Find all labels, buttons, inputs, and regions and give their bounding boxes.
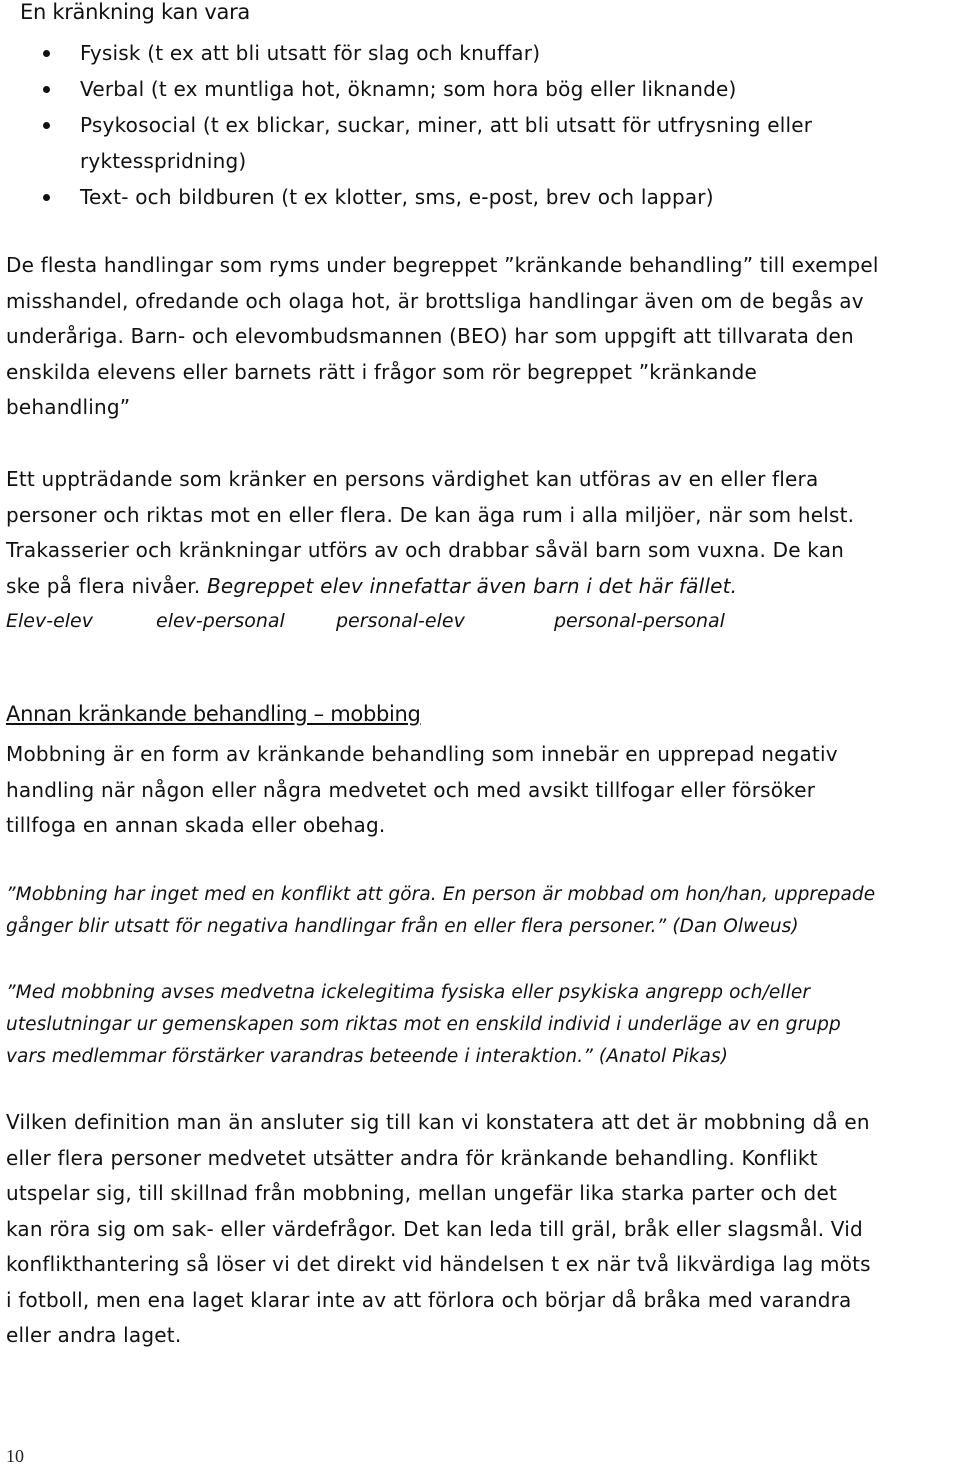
paragraph-brottsliga-handlingar <box>6 248 958 426</box>
paragraph-line: De flesta handlingar som ryms under begreppet ”kränkande behandling” till exempel <box>6 253 879 277</box>
paragraph-line: eller flera personer medvetet utsätter andra för kränkande behandling. Konflikt <box>6 1145 818 1170</box>
bullet-icon <box>43 50 50 57</box>
list-item-text: Text- och bildburen (t ex klotter, sms, e-post, brev och lappar) <box>80 185 714 209</box>
paragraph-line: Trakasserier och kränkningar utförs av och drabbar såväl barn som vuxna. De kan <box>6 538 845 562</box>
elev-definition-note: Begreppet elev innefattar även barn i det här fället. <box>206 573 738 598</box>
paragraph-mobbning-definition <box>6 737 958 844</box>
list-item-text: Fysisk (t ex att bli utsatt för slag och knuffar) <box>80 41 541 65</box>
paragraph-line: kan röra sig om sak- eller värdefrågor. Det kan leda till gräl, bråk eller slagsmål. Vid <box>6 1216 863 1241</box>
paragraph-uppträdande <box>6 462 958 604</box>
paragraph-line: enskilda elevens eller barnets rätt i frågor som rör begreppet ”kränkande <box>6 359 757 384</box>
quote-line: uteslutningar ur gemenskapen som riktas mot en enskild individ i underläge av en grupp <box>6 1014 841 1035</box>
list-item <box>0 179 812 215</box>
paragraph-line: personer och riktas mot en eller flera. De kan äga rum i alla miljöer, när som helst. <box>6 502 855 527</box>
paragraph-text: ske på flera nivåer. <box>6 573 201 598</box>
paragraph-line: i fotboll, men ena laget klarar inte av att förlora och börjar då bråka med varandra <box>6 1287 852 1312</box>
quote-pikas <box>6 977 958 1073</box>
paragraph-line: Ett uppträdande som kränker en persons värdighet kan utföras av en eller flera <box>6 467 819 491</box>
relation-elev-personal: elev-personal <box>156 610 285 632</box>
bullet-icon <box>43 122 50 129</box>
list-item <box>0 35 812 71</box>
quote-line: ”Med mobbning avses medvetna ickelegitima fysiska eller psykiska angrepp och/eller <box>6 982 811 1003</box>
paragraph-line: tillfoga en annan skada eller obehag. <box>6 813 386 837</box>
paragraph-line: misshandel, ofredande och olaga hot, är brottsliga handlingar även om de begås av <box>6 288 864 313</box>
bullet-icon <box>43 194 50 201</box>
list-item-text: Verbal (t ex muntliga hot, öknamn; som hora bög eller liknande) <box>80 77 737 101</box>
quote-olweus <box>6 879 958 943</box>
paragraph-line: utspelar sig, till skillnad från mobbning, mellan ungefär lika starka parter och det <box>6 1181 837 1205</box>
paragraph-line: eller andra laget. <box>6 1323 182 1347</box>
section-heading-mobbing: Annan kränkande behandling – mobbing <box>6 702 421 726</box>
bullet-icon <box>43 86 50 93</box>
quote-line: ”Mobbning har inget med en konflikt att göra. En person är mobbad om hon/han, upprepade <box>6 884 876 905</box>
paragraph-line: underåriga. Barn- och elevombudsmannen (BEO) har som uppgift att tillvarata den <box>6 324 854 348</box>
paragraph-konflikt <box>6 1105 958 1354</box>
relation-personal-elev: personal-elev <box>336 610 465 632</box>
krankning-types-list <box>0 35 812 215</box>
paragraph-line: behandling” <box>6 395 131 419</box>
paragraph-line <box>6 569 958 605</box>
quote-line: vars medlemmar förstärker varandras beteende i interaktion.” (Anatol Pikas) <box>6 1046 729 1067</box>
page-number: 10 <box>6 1446 24 1466</box>
list-item-text: ryktesspridning) <box>80 149 247 173</box>
list-item-text: Psykosocial (t ex blickar, suckar, miner, att bli utsatt för utfrysning eller <box>80 113 813 137</box>
paragraph-line: Vilken definition man än ansluter sig till kan vi konstatera att det är mobbning då en <box>6 1110 870 1134</box>
list-item <box>0 107 812 179</box>
list-item <box>0 71 812 107</box>
quote-line: gånger blir utsatt för negativa handlingar från en eller flera personer.” (Dan Olweus) <box>6 916 799 937</box>
paragraph-line: konflikthantering så löser vi det direkt vid händelsen t ex när två likvärdiga lag möts <box>6 1252 871 1276</box>
paragraph-line: Mobbning är en form av kränkande behandling som innebär en upprepad negativ <box>6 742 838 766</box>
paragraph-line: handling när någon eller några medvetet och med avsikt tillfogar eller försöker <box>6 777 816 802</box>
relation-personal-personal: personal-personal <box>554 610 725 632</box>
relation-elev-elev: Elev-elev <box>6 610 93 632</box>
section-heading-krankning: En kränkning kan vara <box>20 0 250 24</box>
